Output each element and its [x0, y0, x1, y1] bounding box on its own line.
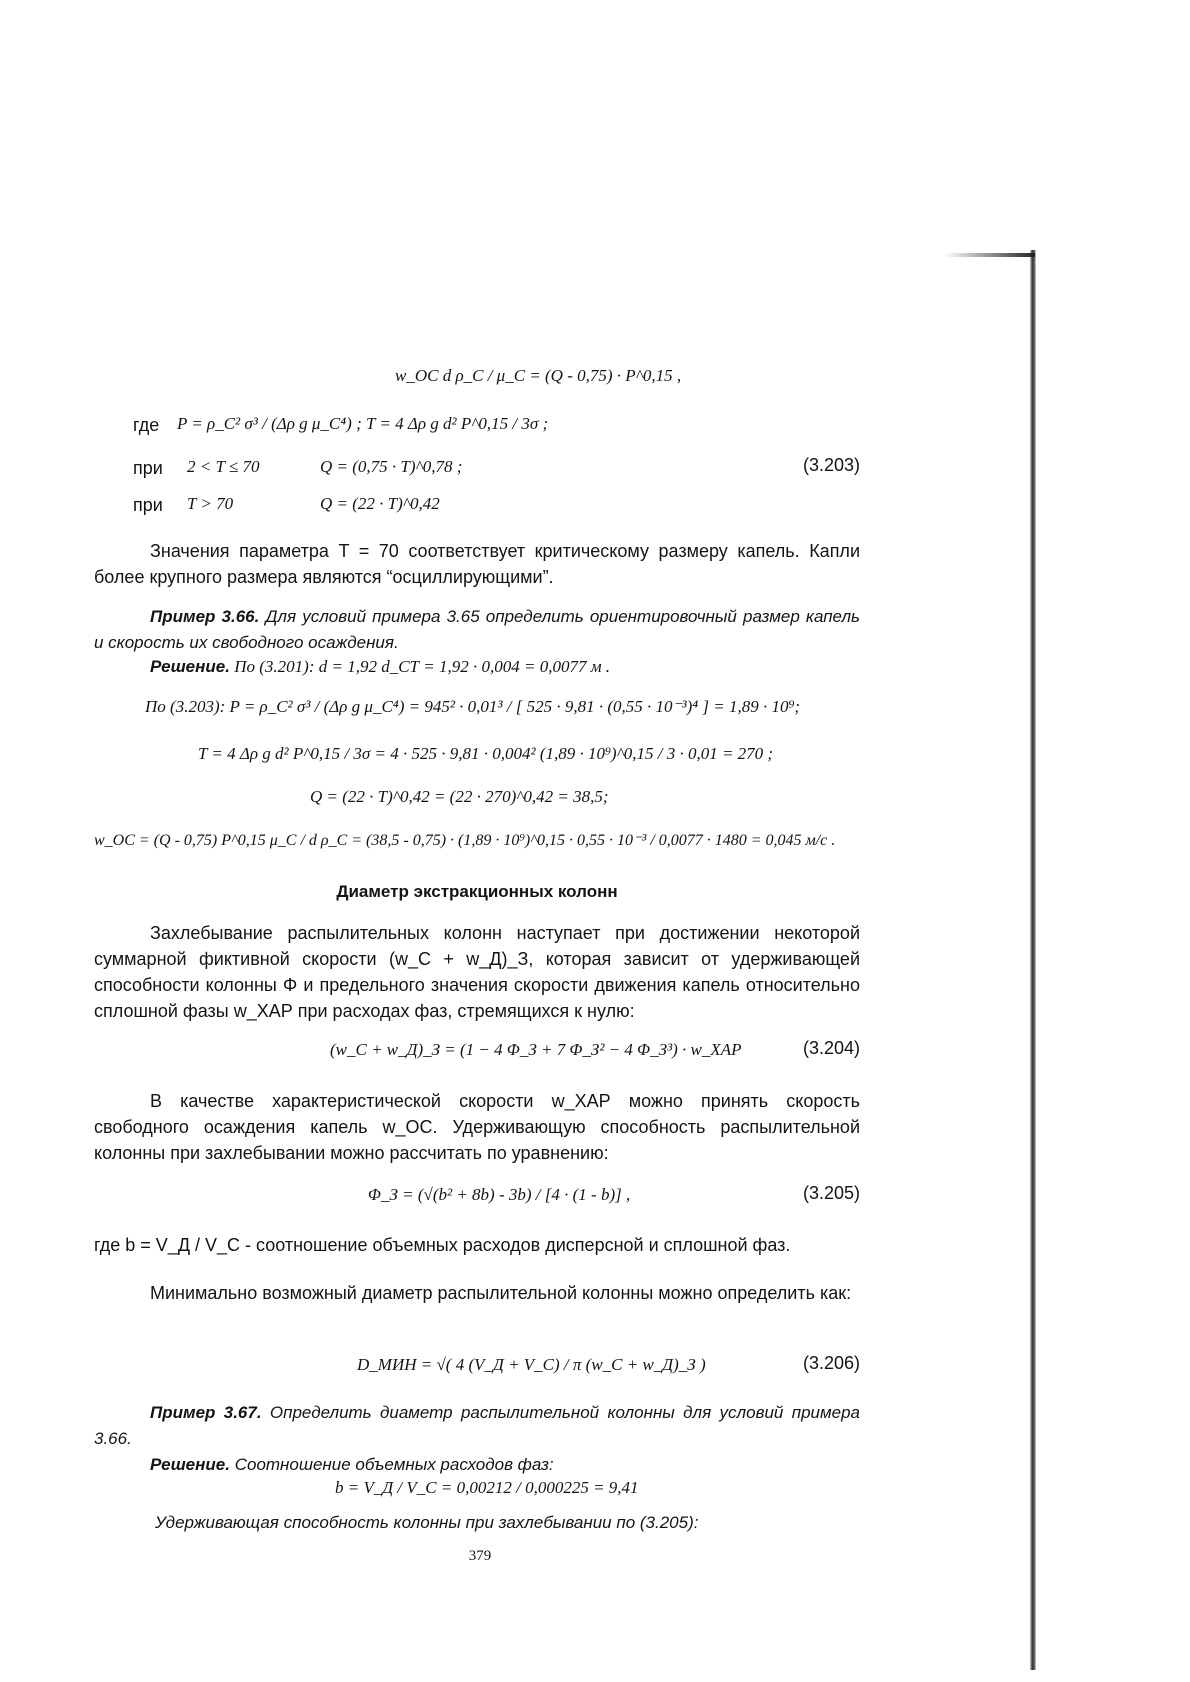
case1-formula: Q = (0,75 · T)^0,78 ; — [320, 457, 463, 476]
equation-number-3-205: (3.205) — [802, 1183, 860, 1203]
section-heading: Диаметр экстракционных колонн — [336, 882, 618, 901]
case2-label: при — [133, 495, 163, 515]
example-3-67-solution-label: Решение. — [150, 1455, 230, 1474]
example-3-66-text: Для условий примера 3.65 определить ориентировочный размер капель и скорость их свободного осаждения. — [94, 607, 860, 652]
example-3-67-solution-text: Соотношение объемных расходов фаз: — [229, 1455, 554, 1474]
example-3-67-solution — [150, 1452, 870, 1478]
example-3-66-eq-q: Q = (22 · T)^0,42 = (22 · 270)^0,42 = 38,5; — [310, 787, 609, 806]
case1-condition: 2 < T ≤ 70 — [187, 457, 260, 476]
case2-formula: Q = (22 · T)^0,42 — [320, 494, 440, 513]
formula-settling-velocity: w_ОС d ρ_С / μ_С = (Q - 0,75) · P^0,15 , — [395, 366, 682, 385]
example-3-67-task — [94, 1400, 860, 1452]
where-label: где — [133, 415, 160, 435]
scan-binding-edge — [1030, 250, 1036, 1670]
example-3-66-solution-label: Решение. — [150, 657, 230, 676]
case1-label: при — [133, 458, 163, 478]
example-3-66-eq-t: T = 4 Δρ g d² P^0,15 / 3σ = 4 · 525 · 9,81 · 0,004² (1,89 · 10⁹)^0,15 / 3 · 0,01 = 270 ; — [198, 744, 774, 763]
example-3-67-title: Пример 3.67. — [150, 1403, 262, 1422]
equation-3-205: Φ_З = (√(b² + 8b) - 3b) / [4 · (1 - b)] , — [368, 1185, 631, 1204]
example-3-66-title: Пример 3.66. — [150, 607, 260, 626]
example-3-67-eq-b: b = V_Д / V_С = 0,00212 / 0,000225 = 9,41 — [335, 1478, 639, 1497]
example-3-66-task — [94, 604, 860, 656]
equation-number-3-203: (3.203) — [802, 455, 860, 475]
example-3-67-last-line: Удерживающая способность колонны при захлебывании по (3.205): — [155, 1513, 699, 1532]
paragraph-critical-size: Значения параметра T = 70 соответствует критическому размеру капель. Капли более крупного размера являются “осциллирующими”. — [94, 541, 860, 587]
example-3-66-solution-text: По (3.201): d = 1,92 d_СТ = 1,92 · 0,004 = 0,0077 м . — [229, 657, 611, 676]
paragraph-characteristic-velocity: В качестве характеристической скорости w_ХАР можно принять скорость свободного осаждения капель w_ОС. Удерживающую способность распылительной колонны при захлебывании можно рассчитать по уравнению: — [94, 1091, 860, 1163]
page-number: 379 — [468, 1548, 492, 1564]
paragraph-where-b: где b = V_Д / V_С - соотношение объемных расходов дисперсной и сплошной фаз. — [94, 1235, 791, 1255]
equation-number-3-204: (3.204) — [802, 1038, 860, 1058]
example-3-66-solution — [150, 654, 870, 680]
formula-p-t: P = ρ_С² σ³ / (Δρ g μ_С⁴) ; T = 4 Δρ g d² P^0,15 / 3σ ; — [177, 414, 549, 433]
scan-binding-shadow — [945, 253, 1035, 257]
equation-number-3-206: (3.206) — [802, 1353, 860, 1373]
example-3-66-eq-p: По (3.203): P = ρ_С² σ³ / (Δρ g μ_С⁴) = 945² · 0,01³ / [ 525 · 9,81 · (0,55 · 10⁻³)⁴ ] = 1,89 · 10⁹; — [145, 697, 801, 716]
example-3-66-eq-w: w_ОС = (Q - 0,75) P^0,15 μ_С / d ρ_С = (38,5 - 0,75) · (1,89 · 10⁹)^0,15 · 0,55 · 10⁻³ / 0,0077 · 1480 = 0,045 м/с . — [94, 832, 836, 849]
equation-3-204: (w_С + w_Д)_З = (1 − 4 Φ_З + 7 Φ_З² − 4 Φ_З³) · w_ХАР — [330, 1040, 742, 1059]
paragraph-flooding: Захлебывание распылительных колонн наступает при достижении некоторой суммарной фиктивной скорости (w_С + w_Д)_З, которая зависит от удерживающей способности колонны Φ и предельного значения скорости движения капель относительно сплошной фазы w_ХАР при расходах фаз, стремящихся к нулю: — [94, 923, 860, 1021]
paragraph-min-diameter: Минимально возможный диаметр распылительной колонны можно определить как: — [150, 1283, 852, 1303]
example-3-67-text: Определить диаметр распылительной колонны для условий примера 3.66. — [94, 1403, 860, 1448]
case2-condition: T > 70 — [187, 494, 234, 513]
equation-3-206: D_МИН = √( 4 (V_Д + V_С) / π (w_С + w_Д)_З ) — [357, 1355, 706, 1374]
